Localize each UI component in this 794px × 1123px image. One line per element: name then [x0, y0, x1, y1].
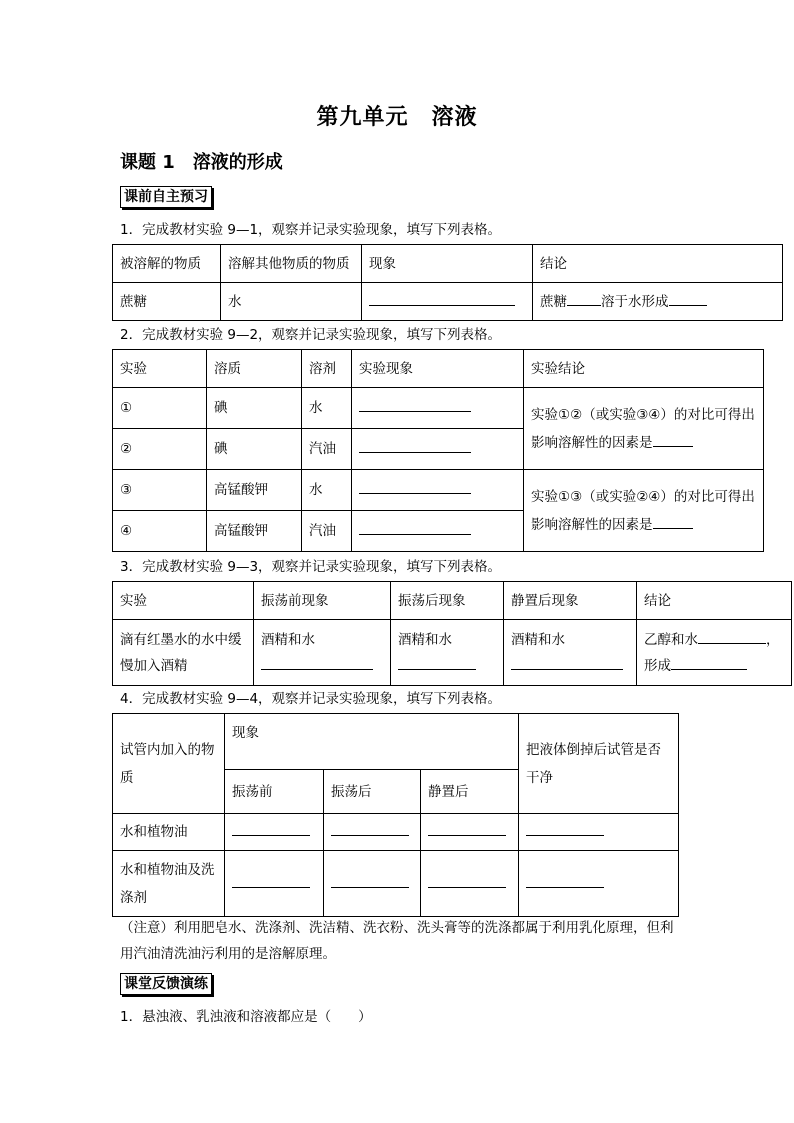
cell-text: 酒精和水 [398, 631, 452, 648]
header-cell: 实验现象 [352, 350, 524, 388]
cell-answer [324, 851, 421, 917]
header-cell: 结论 [637, 582, 792, 620]
cell-solvent: 水 [221, 283, 362, 321]
answer-blank[interactable] [359, 479, 471, 494]
header-cell: 溶解其他物质的物质 [221, 245, 362, 283]
cell-answer [421, 851, 519, 917]
cell-solute: 高锰酸钾 [207, 511, 302, 552]
cell-solute: 碘 [207, 429, 302, 470]
cell-before [254, 620, 391, 686]
answer-blank[interactable] [331, 821, 409, 836]
header-cell: 振荡后现象 [391, 582, 504, 620]
cell-phenomenon [352, 429, 524, 470]
answer-blank[interactable] [526, 873, 604, 888]
answer-blank[interactable] [428, 873, 506, 888]
answer-blank[interactable] [567, 291, 601, 306]
cell-solvent: 水 [302, 470, 352, 511]
question-4: 4．完成教材实验 9—4，观察并记录实验现象，填写下列表格。 [120, 691, 502, 707]
answer-blank[interactable] [359, 438, 471, 453]
cell-still [504, 620, 637, 686]
cell-text: 乙醇和水 [644, 631, 698, 648]
answer-blank[interactable] [671, 655, 747, 670]
answer-blank[interactable] [511, 655, 623, 670]
answer-blank[interactable] [232, 821, 310, 836]
cell-solvent: 汽油 [302, 511, 352, 552]
cell-answer [519, 814, 679, 851]
cell-experiment: 滴有红墨水的水中缓慢加入酒精 [113, 620, 254, 686]
header-cell: 实验结论 [524, 350, 764, 388]
answer-blank[interactable] [359, 397, 471, 412]
cell-conclusion: 乙醇和水 ， 形成 [637, 620, 792, 686]
cell-phenomenon [352, 511, 524, 552]
table-experiment-9-4 [112, 713, 679, 917]
answer-blank[interactable] [369, 291, 515, 306]
cell-solute: 碘 [207, 388, 302, 429]
table-experiment-9-2 [112, 349, 764, 552]
cell-exp-no: ① [113, 388, 207, 429]
answer-blank[interactable] [232, 873, 310, 888]
answer-blank[interactable] [359, 520, 471, 535]
cell-conclusion-2 [524, 470, 764, 552]
cell-answer [225, 851, 324, 917]
header-cell: 溶质 [207, 350, 302, 388]
page-title: 第九单元 溶液 [316, 105, 478, 130]
cell-solute: 高锰酸钾 [207, 470, 302, 511]
table-experiment-9-3 [112, 581, 792, 686]
conclusion-text-a: 蔗糖 [540, 293, 567, 310]
cell-conclusion [533, 283, 783, 321]
question-3: 3．完成教材实验 9—3，观察并记录实验现象，填写下列表格。 [120, 559, 502, 575]
answer-blank[interactable] [261, 655, 373, 670]
cell-exp-no: ② [113, 429, 207, 470]
question-2: 2．完成教材实验 9—2，观察并记录实验现象，填写下列表格。 [120, 327, 502, 343]
cell-exp-no: ④ [113, 511, 207, 552]
table-experiment-9-1 [112, 244, 783, 321]
cell-phenomenon [352, 388, 524, 429]
cell-item: 水和植物油及洗涤剂 [113, 851, 225, 917]
section-badge-preview: 课前自主预习 [120, 186, 212, 208]
header-cell: 静置后现象 [504, 582, 637, 620]
answer-blank[interactable] [698, 629, 766, 644]
header-clean: 把液体倒掉后试管是否干净 [519, 714, 679, 814]
conclusion-text-b: 溶于水形成 [601, 293, 669, 310]
header-cell: 振荡前现象 [254, 582, 391, 620]
cell-text: 酒精和水 [511, 631, 565, 648]
header-cell: 实验 [113, 582, 254, 620]
cell-answer [324, 814, 421, 851]
conclusion-text: 实验①③（或实验②④）的对比可得出影响溶解性的因素是 [531, 488, 755, 533]
subheader-cell: 静置后 [421, 770, 519, 814]
cell-answer [519, 851, 679, 917]
cell-answer [421, 814, 519, 851]
cell-text: 酒精和水 [261, 631, 315, 648]
cell-phenomenon [352, 470, 524, 511]
header-cell: 被溶解的物质 [113, 245, 221, 283]
cell-solvent: 水 [302, 388, 352, 429]
cell-text: 形成 [644, 657, 671, 674]
cell-after [391, 620, 504, 686]
cell-item: 水和植物油 [113, 814, 225, 851]
header-phenomenon: 现象 [225, 714, 519, 770]
question-1: 1．完成教材实验 9—1，观察并记录实验现象，填写下列表格。 [120, 222, 502, 238]
subheader-cell: 振荡后 [324, 770, 421, 814]
cell-solvent: 汽油 [302, 429, 352, 470]
cell-answer [225, 814, 324, 851]
answer-blank[interactable] [526, 821, 604, 836]
lesson-title: 课题 1 溶液的形成 [120, 152, 283, 173]
conclusion-text: 实验①②（或实验③④）的对比可得出影响溶解性的因素是 [531, 406, 755, 451]
answer-blank[interactable] [669, 291, 707, 306]
cell-conclusion-1 [524, 388, 764, 470]
section-badge-practice: 课堂反馈演练 [120, 973, 212, 995]
header-cell: 实验 [113, 350, 207, 388]
header-cell: 现象 [362, 245, 533, 283]
answer-blank[interactable] [331, 873, 409, 888]
note-paragraph: （注意）利用肥皂水、洗涤剂、洗洁精、洗衣粉、洗头膏等的洗涤都属于利用乳化原理，但利用汽油清洗油污利用的是溶解原理。 [120, 920, 674, 962]
subheader-cell: 振荡前 [225, 770, 324, 814]
cell-phenomenon [362, 283, 533, 321]
answer-blank[interactable] [653, 432, 693, 447]
cell-solute: 蔗糖 [113, 283, 221, 321]
answer-blank[interactable] [398, 655, 476, 670]
header-cell: 结论 [533, 245, 783, 283]
answer-blank[interactable] [653, 514, 693, 529]
answer-blank[interactable] [428, 821, 506, 836]
practice-question-1: 1．悬浊液、乳浊液和溶液都应是（ ） [120, 1009, 372, 1025]
header-cell: 溶剂 [302, 350, 352, 388]
header-item: 试管内加入的物质 [113, 714, 225, 814]
cell-exp-no: ③ [113, 470, 207, 511]
